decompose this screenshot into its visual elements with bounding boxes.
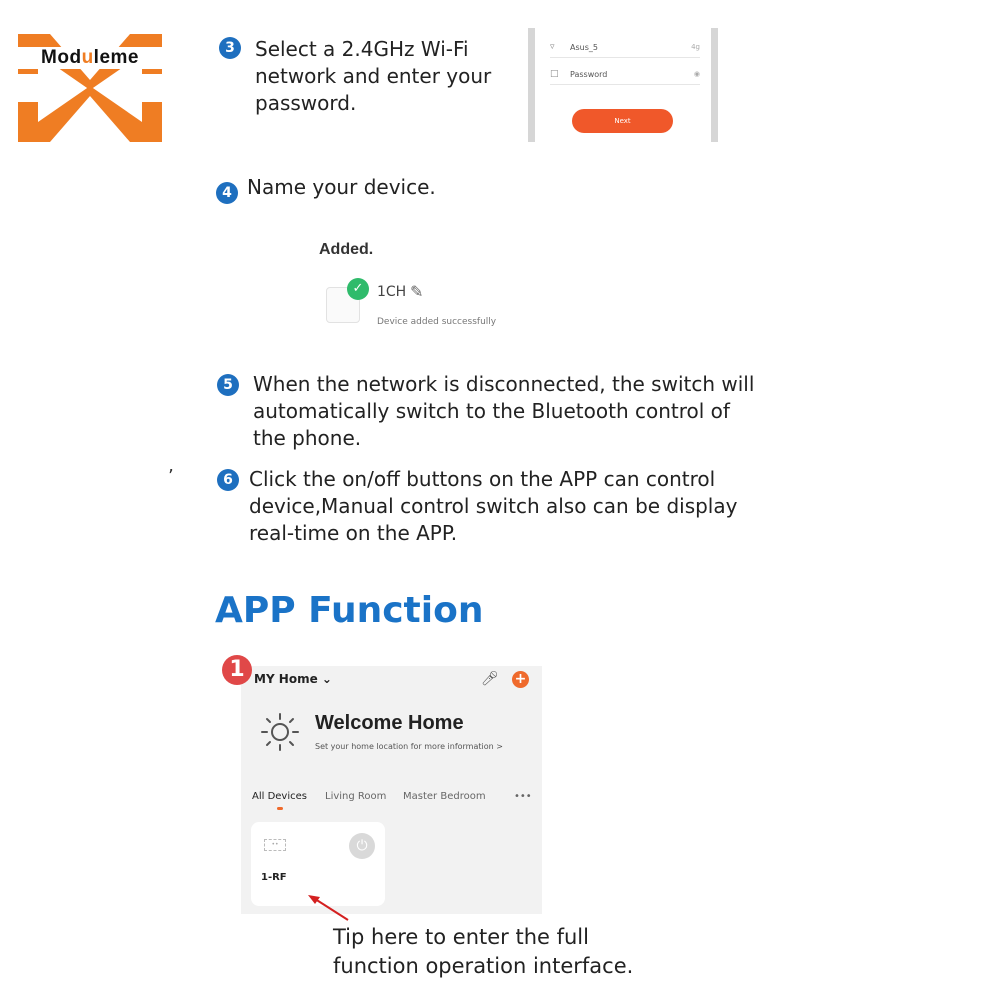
more-tabs-icon: ••• [514,791,532,802]
step-number: 5 [217,374,239,396]
network-row [550,36,700,58]
network-name: Asus_5 [570,43,598,52]
device-name: 1CH [377,284,407,300]
password-row [550,63,700,85]
step-number: 6 [217,469,239,491]
section-title: APP Function [215,590,484,631]
step-text: Click the on/off buttons on the APP can control device,Manual control switch also can be display real-time on the APP. [249,467,738,545]
password-placeholder: Password [570,70,608,79]
step-text: Select a 2.4GHz Wi-Fi network and enter your password. [255,37,492,115]
edit-icon: ✎ [410,282,424,301]
tab-master-bedroom: Master Bedroom [403,791,486,802]
location-hint: Set your home location for more information > [315,742,503,751]
microphone-icon: 🎤︎ [481,671,499,687]
tab-living-room: Living Room [325,791,387,802]
eye-icon: ◉ [693,70,700,78]
callout-badge: 1 [222,655,252,685]
step-text: When the network is disconnected, the switch will automatically switch to the Bluetooth control of the phone. [253,372,755,450]
wifi-icon: ▿ [550,42,555,52]
tip-text: Tip here to enter the full function operation interface. [333,925,634,978]
power-icon: ⏻︎ [349,833,375,859]
rf-device-icon: •• [264,839,286,851]
plus-icon: + [512,671,529,688]
stray-mark: ’ [168,466,174,487]
sun-icon [260,712,300,752]
added-title: Added. [319,241,374,258]
device-status: Device added successfully [377,317,497,327]
step-text: Name your device. [247,175,436,199]
check-icon: ✓ [347,278,369,300]
next-button: Next [572,109,673,133]
wifi-screen-preview [528,28,718,142]
lock-icon: □ [550,69,559,79]
network-action: 4g [691,43,700,51]
logo-text: Moduleme [0,47,180,69]
tab-all-devices: All Devices [252,791,307,802]
active-tab-indicator [277,807,283,810]
step-number: 4 [216,182,238,204]
device-card-label: 1-RF [261,872,287,883]
step-number: 3 [219,37,241,59]
home-selector: MY Home ⌄ [254,672,332,686]
welcome-heading: Welcome Home [315,712,464,734]
